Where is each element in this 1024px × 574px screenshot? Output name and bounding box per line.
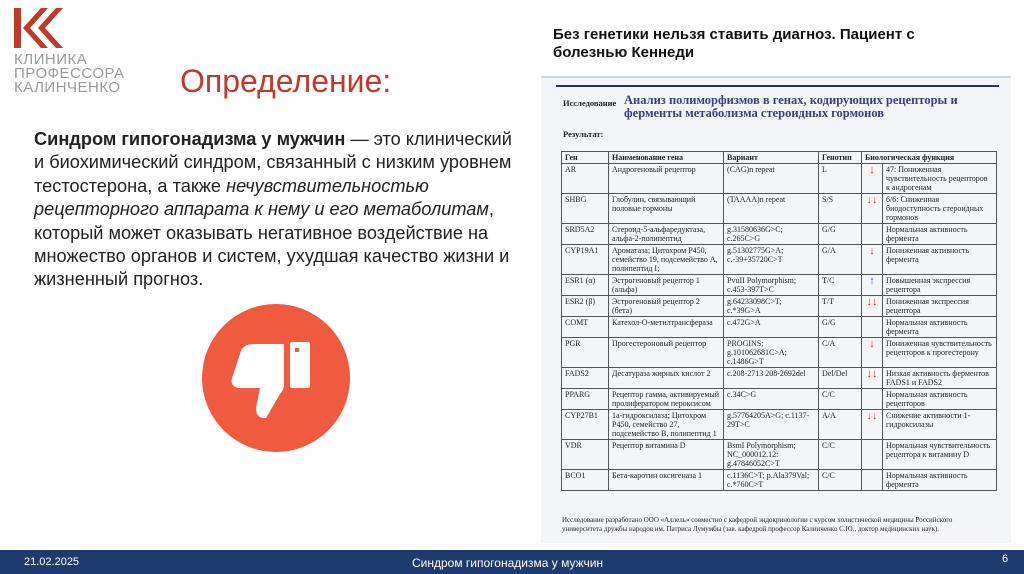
cell-arrow [862,338,883,368]
cell-name: Эстрогеновый рецептор 2 (бета) [609,296,724,317]
cell-arrow [862,410,883,440]
definition-paragraph [34,128,524,292]
report-divider [556,85,999,87]
cell-genotype: S/S [819,194,862,224]
right-title: Без генетики нельзя ставить диагноз. Пациент с болезнью Кеннеди [553,26,915,61]
logo-line: ПРОФЕССОРА [14,65,125,82]
arrow-down-icon: ↓ [869,338,875,350]
col-gene: Ген [562,152,609,164]
cell-arrow [862,389,883,410]
table-row [562,317,997,338]
table-row [562,245,997,275]
cell-function: Нормальная активность рецепторов [883,389,997,410]
logo-line: КАЛИНЧЕНКО [14,79,121,96]
clinic-logo-text [14,53,154,95]
cell-gene: BCO1 [562,470,609,491]
cell-gene: PPARG [562,389,609,410]
cell-genotype: C/C [819,440,862,470]
definition-italic: нечувствительностью рецепторного аппарата к нему и его метаболитам [34,175,489,220]
cell-variant: g.64233098C>T; c.*39G>A [724,296,819,317]
cell-arrow [862,194,883,224]
arrow-down-icon: ↓ [869,164,875,176]
cell-genotype: L [819,164,862,194]
arrow-down-icon: ↓↓ [866,194,878,206]
cell-arrow [862,275,883,296]
report-label: Исследование [563,98,617,108]
cell-function: 47: Пониженная чувствительность рецепторов к андрогенам [883,164,997,194]
cell-gene: VDR [562,440,609,470]
cell-name: Глобулин, связывающий половые гормоны [609,194,724,224]
cell-genotype: A/A [819,410,862,440]
cell-variant: c.208-2713 208-2692del [724,368,819,389]
footer-date: 21.02.2025 [24,556,80,568]
cell-variant: g.57764205A>G; c.1137-29T>C [724,410,819,440]
cell-gene: ESR1 (α) [562,275,609,296]
cell-function: Нормальная чувствительность рецептора к витамину D [883,440,997,470]
cell-name: Андрогеновый рецептор [609,164,724,194]
cell-gene: ESR2 (β) [562,296,609,317]
col-name: Наименование гена [609,152,724,164]
cell-variant: c.1136C>T; p.Ala379Val; c.*760C>T [724,470,819,491]
cell-arrow [862,164,883,194]
table-body [562,164,997,491]
cell-arrow [862,317,883,338]
cell-name: Рецептор витамина D [609,440,724,470]
table-row [562,164,997,194]
definition-text: — это клинический и биохимический синдром, связанный с низким уровнем тестостерона, а также [34,129,512,196]
cell-genotype: C/C [819,470,862,491]
definition-term: Синдром гипогонадизма у мужчин [34,129,346,149]
col-function: Биологическая функция [862,152,997,164]
cell-arrow [862,296,883,317]
cell-gene: CYP19A1 [562,245,609,275]
cell-function: 6/6: Сниженная биодоступность стероидных гормонов [883,194,997,224]
footer-title: Синдром гипогонадизма у мужчин [412,556,604,570]
table-row [562,368,997,389]
polymorphism-table [561,151,997,491]
cell-genotype: Del/Del [819,368,862,389]
cell-genotype: G/G [819,317,862,338]
cell-arrow [862,224,883,245]
cell-genotype: C/A [819,338,862,368]
arrow-down-icon: ↓↓ [866,296,878,308]
table-row [562,440,997,470]
cell-variant: (TAAAA)n repeat [724,194,819,224]
cell-function: Пониженная экспрессия рецептора [883,296,997,317]
arrow-down-icon: ↓ [869,245,875,257]
cell-arrow [862,245,883,275]
cell-name: 1a-гидроксилаза; Цитохром P450, семейство 27, подсемейство B, полипептид 1 [609,410,724,440]
cell-name: Бета-каротин оксигеназа 1 [609,470,724,491]
clinic-logo-mark [14,8,68,48]
cell-name: Десатураза жирных кислот 2 [609,368,724,389]
cell-function: Низкая активность ферментов FADS1 и FADS2 [883,368,997,389]
thumbs-down-icon [202,304,350,452]
cell-function: Пониженная чувствительность рецепторов к прогестерону [883,338,997,368]
table-row [562,275,997,296]
table-header-row [562,152,997,164]
cell-gene: PGR [562,338,609,368]
cell-name: Ароматаза; Цитохром P450, семейство 19, подсемейство A, полипептид I; [609,245,724,275]
cell-gene: CYP27B1 [562,410,609,440]
cell-variant: c.34C>G [724,389,819,410]
cell-function: Пониженная активность фермента [883,245,997,275]
table-row [562,410,997,440]
cell-arrow [862,368,883,389]
logo-line: КЛИНИКА [14,51,88,68]
report-title: Анализ полиморфизмов в генах, кодирующих рецепторы и ферменты метаболизма стероидных гормонов [624,93,958,120]
table-row [562,338,997,368]
cell-genotype: T/T [819,296,862,317]
table-row [562,470,997,491]
cell-gene: SRD5A2 [562,224,609,245]
cell-variant: g.51302775G>A; c.-39+35720C>T [724,245,819,275]
col-variant: Вариант [724,152,819,164]
cell-variant: BsmI Polymorphism; NC_000012.12: g.47846052C>T [724,440,819,470]
table-row [562,389,997,410]
cell-gene: FADS2 [562,368,609,389]
cell-gene: COMT [562,317,609,338]
cell-variant: c.472G>A [724,317,819,338]
result-label: Результат: [563,129,604,139]
cell-name: Эстрогеновый рецептор 1 (альфа) [609,275,724,296]
cell-arrow [862,440,883,470]
cell-variant: g.31580636G>C; c.265C>G [724,224,819,245]
table-row [562,296,997,317]
cell-name: Катехол-О-метилтрансфераза [609,317,724,338]
cell-function: Нормальная активность фермента [883,224,997,245]
cell-function: Снижение активности 1-гидроксилазы [883,410,997,440]
slide-heading: Определение: [180,63,392,99]
cell-name: Прогестероновый рецептор [609,338,724,368]
cell-genotype: G/A [819,245,862,275]
cell-function: Нормальная активность фермента [883,470,997,491]
cell-genotype: G/G [819,224,862,245]
cell-variant: (CAG)n repeat [724,164,819,194]
report-footnote: Исследование разработано ООО «Аллель» совместно с кафедрой эндокринологии с курсом холистической медицины Российского университета дружбы народов им. Патриса Лумумбы (зав. кафедрой профессор Калинченко С.Ю., доктор медицинских наук). [562,516,953,533]
cell-variant: PvuII Polymorphism; c.453-397T>C [724,275,819,296]
arrow-down-icon: ↓↓ [866,410,878,422]
cell-variant: PROGINS; g.101062681C>A; c.1486G>T [724,338,819,368]
cell-genotype: T/C [819,275,862,296]
definition-text-end: , который может оказывать негативное воздействие на множество органов и систем, ухудшая качество жизни и жизненный прогноз. [34,199,510,290]
cell-gene: SHBG [562,194,609,224]
cell-function: Повышенная экспрессия рецептора [883,275,997,296]
col-genotype: Генотип [819,152,862,164]
cell-function: Нормальная активность фермента [883,317,997,338]
cell-genotype: C/C [819,389,862,410]
cell-name: Стероид-5-альфаредуктаза, альфа-2-полипептид [609,224,724,245]
cell-gene: AR [562,164,609,194]
page-number: 6 [1002,553,1009,565]
arrow-up-icon: ↑ [869,275,875,287]
arrow-down-icon: ↓↓ [866,368,878,380]
table-row [562,224,997,245]
cell-arrow [862,470,883,491]
cell-name: Рецептор гамма, активируемый пролифератором пероксисом [609,389,724,410]
table-row [562,194,997,224]
